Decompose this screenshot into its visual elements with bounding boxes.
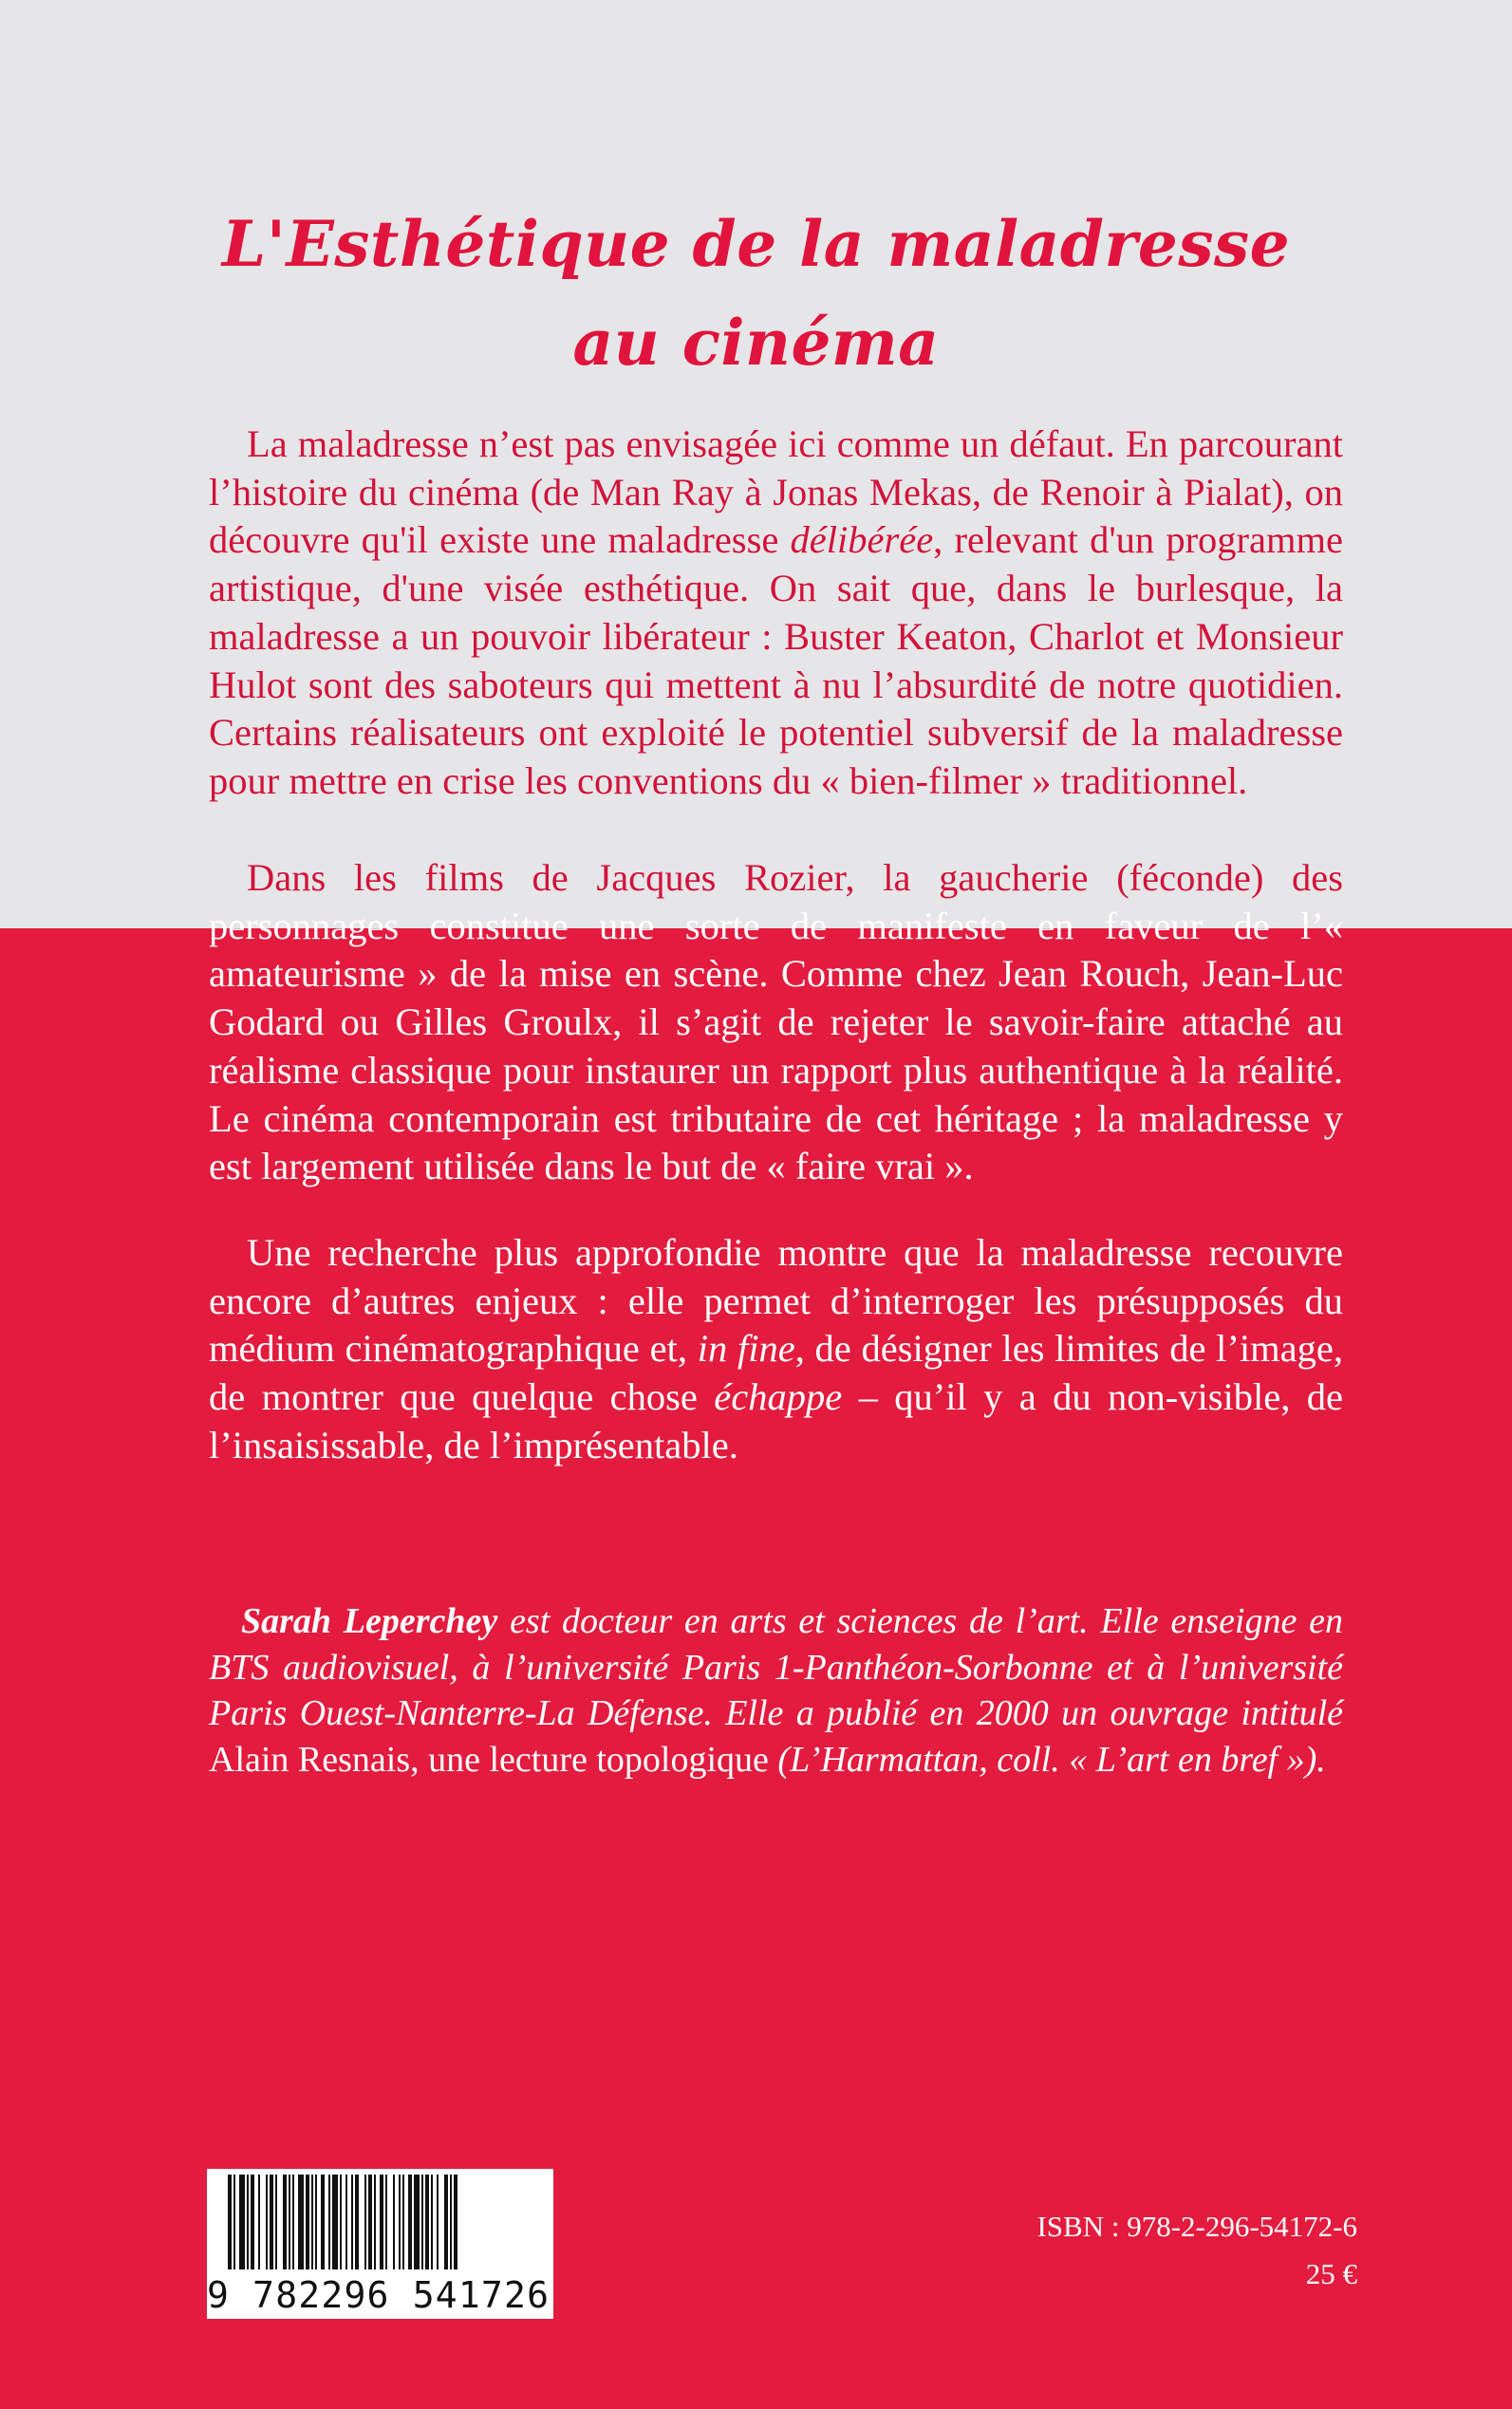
barcode-bar <box>258 2175 260 2269</box>
barcode-bar <box>292 2175 294 2269</box>
barcode-bar <box>414 2175 420 2269</box>
blurb-text: Dans les films de Jacques Rozier, la gaucherie (féconde) des <box>247 856 1343 899</box>
emphasis-text: in fine <box>697 1327 795 1371</box>
barcode-bar <box>355 2175 359 2269</box>
barcode-bar <box>315 2175 317 2269</box>
barcode-bar <box>454 2175 457 2269</box>
book-reference: Alain Resnais, une lecture topologique <box>209 1739 769 1780</box>
barcode-bar <box>283 2175 287 2269</box>
barcode-bar <box>421 2175 423 2269</box>
barcode-bar <box>364 2175 366 2269</box>
barcode-bar <box>385 2175 387 2269</box>
author-bio <box>209 1598 1343 1783</box>
barcode-bar <box>233 2175 235 2269</box>
barcode-bar <box>247 2175 249 2269</box>
blurb-text: La maladresse n’est pas envisagée ici comme un défaut. En parcourant l’histoire du cinéma (de Man Ray à Jonas Mekas, de Renoir à Pialat), on découvre qu'il existe une maladresse <box>209 422 1343 562</box>
barcode-bar <box>408 2175 412 2269</box>
barcode-bar <box>393 2175 395 2269</box>
price: 25 € <box>1305 2257 1357 2290</box>
barcode-bar <box>437 2175 439 2269</box>
barcode <box>207 2169 553 2319</box>
blurb-text: , relevant d'un programme artistique, d'une visée esthétique. On sait que, dans le burlesque, la maladresse a un pouvoir libérateur : Buster Keaton, Charlot et Monsieur Hulot sont des saboteurs qui mettent à nu l’absurdité de notre quotidien. Certains réalisateurs ont exploité le potentiel subversif de la maladresse pour mettre en crise les conventions du « bien-filmer » traditionnel. <box>209 518 1343 802</box>
barcode-bar <box>340 2175 342 2269</box>
blurb-text: Une recherche plus approfondie montre que la maladresse recouvre encore d’autres enjeux : elle permet d’interroger les présupposés du médium cinématographique et, <box>209 1231 1343 1371</box>
barcode-digits: 9 782296 541726 <box>207 2274 551 2316</box>
barcode-bar <box>345 2175 347 2269</box>
blurb-text: – qu’il y a du non-visible, de l’insaisissable, de l’imprésentable. <box>209 1375 1343 1466</box>
bio-text: (L’Harmattan, coll. « L’art en bref »). <box>768 1739 1326 1780</box>
barcode-bar <box>402 2175 404 2269</box>
blurb-paragraph-3 <box>209 1229 1343 1470</box>
barcode-bar <box>266 2175 268 2269</box>
blurb-paragraph-2 <box>209 854 1343 1191</box>
blurb-paragraph-1 <box>209 420 1343 806</box>
barcode-bar <box>450 2175 452 2269</box>
barcode-bar <box>239 2175 245 2269</box>
blurb-text: , de désigner les limites de l’image, de montrer que quelque chose <box>209 1327 1343 1419</box>
barcode-bar <box>321 2175 325 2269</box>
barcode-bars <box>207 2169 553 2275</box>
barcode-bar <box>289 2175 290 2269</box>
book-title-line-2: au cinéma <box>572 306 940 380</box>
blurb-text: personnages constitue une sorte de manifeste en faveur de l’« amateurisme » de la mise en scène. Comme chez Jean Rouch, Jean-Luc Godard ou Gilles Groulx, il s’agit de rejeter le savoir-faire attaché au réalisme classique pour instaurer un rapport plus authentique à la réalité. Le cinéma contemporain est tributaire de cet héritage ; la maladresse y est largement utilisée dans le but de « faire vrai ». <box>209 904 1343 1188</box>
isbn: ISBN : 978-2-296-54172-6 <box>1036 2210 1357 2243</box>
author-name: Sarah Leperchey <box>241 1601 498 1641</box>
barcode-bar <box>311 2175 313 2269</box>
barcode-bar <box>380 2175 383 2269</box>
barcode-bar <box>374 2175 376 2269</box>
emphasis-text: échappe <box>714 1375 843 1419</box>
book-title-line-1: L'Esthétique de la maladresse <box>221 207 1291 281</box>
barcode-bar <box>275 2175 277 2269</box>
bio-text: est docteur en arts et sciences de l’art. Elle enseigne en BTS audiovisuel, à l’université Paris 1-Panthéon-Sorbonne et à l’université Paris Ouest-Nanterre-La Défense. Elle a publié en 2000 un ouvrage intitulé <box>209 1601 1343 1733</box>
barcode-bar <box>399 2175 401 2269</box>
barcode-bar <box>328 2175 330 2269</box>
barcode-bar <box>251 2175 254 2269</box>
barcode-bar <box>444 2175 448 2269</box>
barcode-bar <box>270 2175 273 2269</box>
barcode-bar <box>425 2175 429 2269</box>
barcode-bar <box>351 2175 353 2269</box>
barcode-bar <box>431 2175 433 2269</box>
barcode-bar <box>368 2175 372 2269</box>
barcode-bar <box>228 2175 232 2269</box>
barcode-bar <box>306 2175 309 2269</box>
emphasis-text: délibérée <box>790 518 934 562</box>
barcode-bar <box>332 2175 338 2269</box>
barcode-bar <box>298 2175 304 2269</box>
